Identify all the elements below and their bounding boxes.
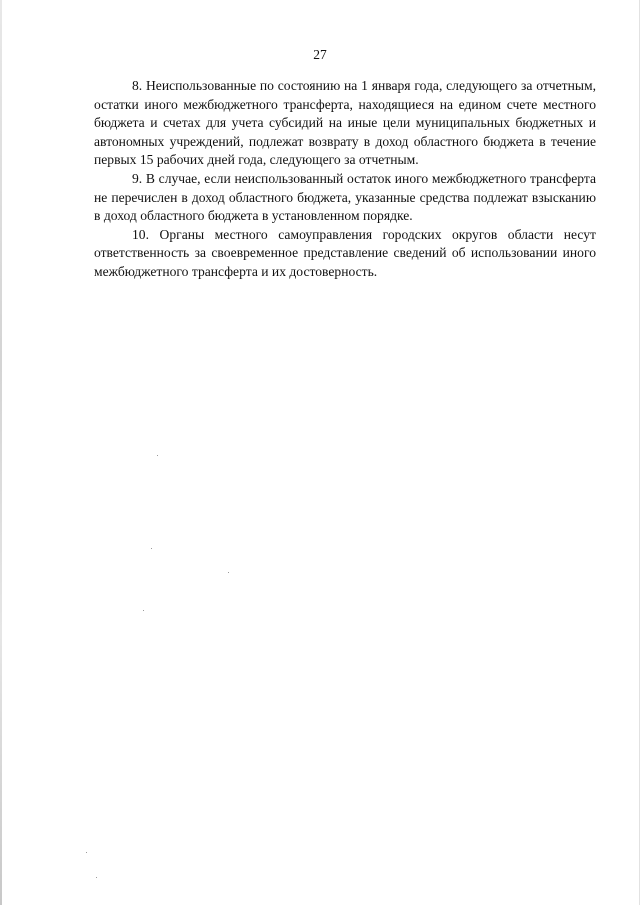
scan-speck: [157, 455, 158, 456]
paragraph-8: 8. Неиспользованные по состоянию на 1 января года, следующего за отчетным, остатки иного межбюджетного трансферта, находящиеся на едином счете местного бюджета и счетах для учета субсидий на иные цели муниципальных бюджетных и автономных учреждений, подлежат возврату в доход областного бюджета в течение первых 15 рабочих дней года, следующего за отчетным.: [94, 78, 596, 168]
scan-speck: [228, 572, 229, 573]
page-number: 27: [313, 47, 327, 62]
scan-speck: [143, 610, 144, 611]
document-body: [94, 77, 596, 282]
scan-speck: [151, 548, 152, 549]
paragraph-10: 10. Органы местного самоуправления городских округов области несут ответственность за своевременное представление сведений об использовании иного межбюджетного трансферта и их достоверность.: [94, 226, 596, 279]
scan-speck: [96, 877, 97, 878]
scan-speck: [86, 852, 87, 853]
scan-edge-left: [0, 0, 2, 905]
paragraph-9: 9. В случае, если неиспользованный остаток иного межбюджетного трансферта не перечислен в доход областного бюджета, указанные средства подлежат взысканию в доход областного бюджета в установленном порядке.: [94, 170, 596, 224]
